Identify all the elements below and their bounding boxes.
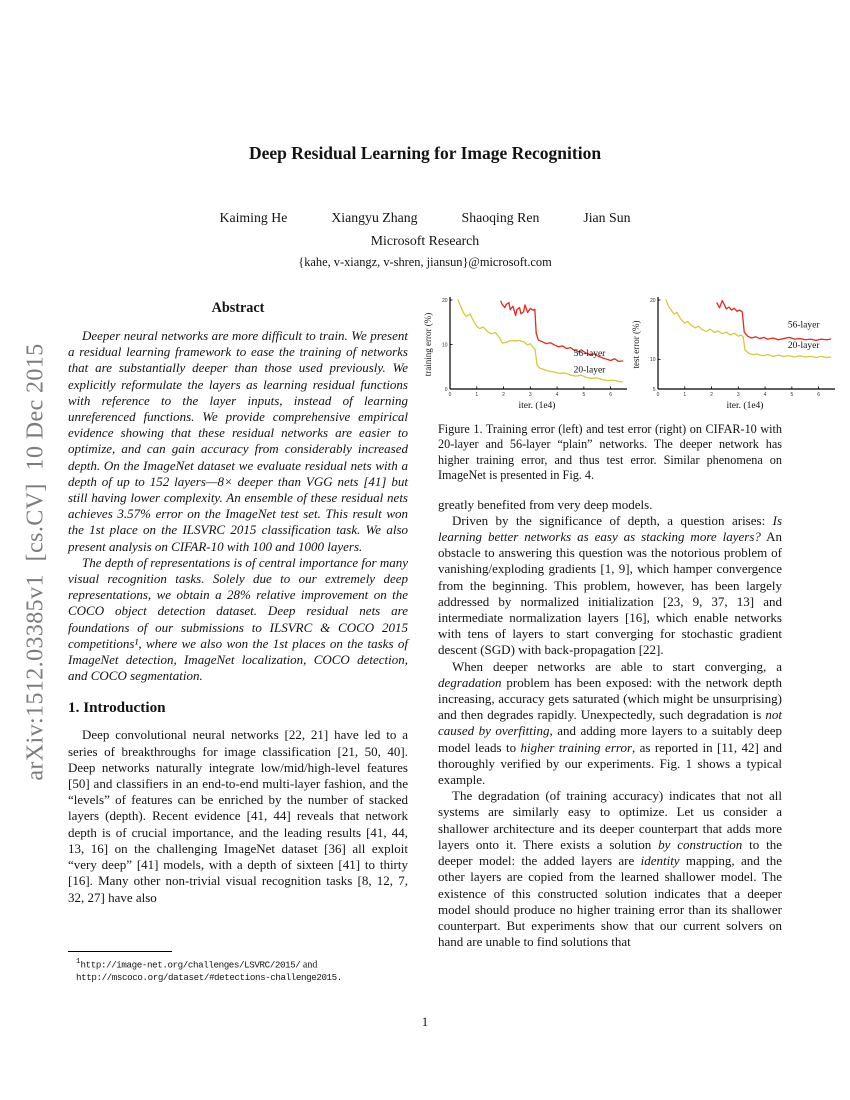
y-tick-label: 10 xyxy=(649,357,656,364)
footnote xyxy=(68,951,410,984)
text-run: The degradation (of training accuracy) indicates that not all systems are similarly easy to optimize. Let us consider a shallower architecture and its deeper counterpart that adds more layers onto it. There exists a solution xyxy=(438,788,782,852)
author-name: Kaiming He xyxy=(219,210,288,225)
abstract-paragraph: The depth of representations is of central importance for many visual recognition tasks. Solely due to our extremely deep representations, we obtain a 28% relative improvement on the COCO object detection dataset. Deep residual nets are foundations of our submissions to ILSVRC & COCO 2015 competitions¹, where we also won the 1st places on the tasks of ImageNet detection, ImageNet localization, COCO detection, and COCO segmentation. xyxy=(68,554,408,684)
abstract-paragraph: Deeper neural networks are more difficult to train. We present a residual learning framework to ease the training of networks that are substantially deeper than those used previously. We explicitly reformulate the layers as learning residual functions with reference to the layer inputs, instead of learning unreferenced functions. We provide comprehensive empirical evidence showing that these residual networks are easier to optimize, and can gain accuracy from considerably increased depth. On the ImageNet dataset we evaluate residual nets with a depth of up to 152 layers—8× deeper than VGG nets [41] but still having lower complexity. An ensemble of these residual nets achieves 3.57% error on the ImageNet test set. This result won the 1st place on the ILSVRC 2015 classification task. We also present analysis on CIFAR-10 with 100 and 1000 layers. xyxy=(68,328,408,554)
text-run: greatly benefited from very deep models. xyxy=(438,496,653,512)
author-name: Xiangyu Zhang xyxy=(331,210,418,225)
figure1-caption: Figure 1. Training error (left) and test error (right) on CIFAR-10 with 20-layer and 56-layer “plain” networks. The deeper network has higher training error, and thus test error. Similar phenomena on ImageNet is presented in Fig. 4. xyxy=(438,422,782,483)
series-label-56-layer: 56-layer xyxy=(573,349,606,360)
series-label-20-layer: 20-layer xyxy=(573,365,606,376)
emphasized-text: Is learning better networks as easy as stacking more layers? xyxy=(438,512,782,545)
x-tick-label: 2 xyxy=(502,392,505,398)
text-run: An obstacle to answering this question was the notorious problem of vanishing/exploding gradients [1, 9], which hamper convergence from the beginning. This problem, however, has been largely addressed by normalized initialization [23, 9, 37, 13] and intermediate normalization layers [16], which enable networks with tens of layers to start converging for stochastic gradient descent (SGD) with back-propagation [22]. xyxy=(438,529,783,658)
x-tick-label: 3 xyxy=(528,392,532,398)
text-run: , and adding more layers to a suitably deep model leads to xyxy=(438,723,782,755)
x-tick-label: 0 xyxy=(656,392,660,398)
text-run: Driven by the significance of depth, a question arises: xyxy=(452,512,773,528)
y-axis-label: training error (%) xyxy=(423,312,433,377)
y-tick-label: 20 xyxy=(441,297,448,304)
x-tick-label: 1 xyxy=(683,392,687,398)
author-emails: {kahe, v-xiangz, v-shren, jiansun}@microsoft.com xyxy=(298,255,552,269)
y-tick-label: 20 xyxy=(649,297,656,304)
page-number: 1 xyxy=(421,1014,429,1029)
text-run: , as reported in [11, 42] and thoroughly verified by our experiments. Fig. 1 shows a typical example. xyxy=(438,739,782,788)
y-tick-label: 5 xyxy=(652,386,656,393)
series-label-20-layer: 20-layer xyxy=(787,341,820,352)
x-tick-label: 6 xyxy=(817,392,821,398)
y-tick-label: 10 xyxy=(441,342,448,349)
paragraph xyxy=(438,513,782,659)
affiliation: Microsoft Research xyxy=(370,233,480,248)
abstract-heading: Abstract xyxy=(211,300,265,316)
paragraph xyxy=(438,788,782,950)
x-tick-label: 3 xyxy=(736,392,740,398)
x-axis-label: iter. (1e4) xyxy=(726,401,764,411)
footnote-marker: 1 xyxy=(76,958,81,966)
figure1-charts xyxy=(423,292,837,418)
x-tick-label: 4 xyxy=(555,392,559,398)
author-name: Shaoqing Ren xyxy=(461,210,540,225)
emphasized-text: by construction xyxy=(658,836,743,852)
x-tick-label: 0 xyxy=(448,392,452,398)
arxiv-sidebar-banner: arXiv:1512.03385v1 [cs.CV] 10 Dec 2015 xyxy=(22,343,49,781)
footnote-url-2: http://mscoco.org/dataset/#detections-challenge2015. xyxy=(76,971,342,983)
right-column xyxy=(423,292,821,950)
right-column-text xyxy=(438,497,782,951)
x-tick-label: 5 xyxy=(582,392,586,398)
footnote-rule xyxy=(68,951,172,952)
figure1-test-chart xyxy=(631,292,837,418)
emphasized-text: not caused by overfitting xyxy=(438,707,782,739)
paragraph xyxy=(438,497,782,513)
emphasized-text: identity xyxy=(640,853,680,869)
emphasized-text: degradation xyxy=(438,674,502,690)
x-tick-label: 1 xyxy=(475,392,479,398)
paper-title: Deep Residual Learning for Image Recognition xyxy=(248,143,602,163)
section-heading-introduction: 1. Introduction xyxy=(68,699,166,717)
x-tick-label: 4 xyxy=(763,392,767,398)
paragraph xyxy=(438,659,782,789)
figure1-training-chart xyxy=(423,292,629,418)
x-tick-label: 6 xyxy=(609,392,613,398)
text-run: to the deeper model: the added layers are xyxy=(438,836,782,869)
x-axis-label: iter. (1e4) xyxy=(518,401,556,411)
emphasized-text: higher training error xyxy=(520,739,633,755)
series-label-56-layer: 56-layer xyxy=(787,320,820,331)
left-column xyxy=(68,300,408,906)
author-name: Jian Sun xyxy=(583,210,631,225)
x-tick-label: 2 xyxy=(710,392,713,398)
footnote-conjunction: and xyxy=(302,959,318,971)
y-tick-label: 0 xyxy=(444,386,448,393)
intro-paragraph: Deep convolutional neural networks [22, 21] have led to a series of breakthroughs for image classification [21, 50, 40]. Deep networks naturally integrate low/mid/high-level features [50] and classifiers in an end-to-end multi-layer fashion, and the “levels” of features can be enriched by the number of stacked layers (depth). Recent evidence [41, 44] reveals that network depth is of crucial importance, and the leading results [41, 44, 13, 16] on the challenging ImageNet dataset [36] all exploit “very deep” [41] models, with a depth of sixteen [41] to thirty [16]. Many other non-trivial visual recognition tasks [8, 12, 7, 32, 27] have also xyxy=(68,727,408,905)
y-axis-label: test error (%) xyxy=(631,320,641,369)
text-run: problem has been exposed: with the network depth increasing, accuracy gets saturated (which might be unsurprising) and then degrades rapidly. Unexpectedly, such degradation is xyxy=(438,674,782,723)
text-run: When deeper networks are able to start converging, a xyxy=(452,658,782,674)
footnote-url-1: http://image-net.org/challenges/LSVRC/2015/ xyxy=(80,959,301,971)
footnote-text xyxy=(68,956,410,984)
text-run: mapping, and the other layers are copied from the learned shallower model. The existence of this constructed solution indicates that a deeper model should produce no higher training error than its shallower counterpart. But experiments show that our current solvers on hand are unable to find solutions that xyxy=(438,853,782,950)
x-tick-label: 5 xyxy=(790,392,794,398)
author-list xyxy=(68,210,782,226)
